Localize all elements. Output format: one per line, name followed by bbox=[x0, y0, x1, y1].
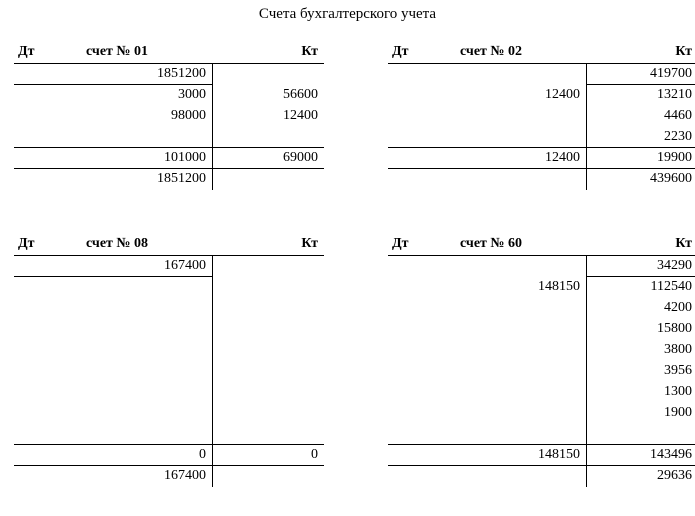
turnover-credit: 69000 bbox=[283, 150, 318, 165]
entry-debit bbox=[14, 382, 206, 402]
opening-debit: 1851200 bbox=[157, 66, 206, 81]
debit-label: Дт bbox=[18, 44, 35, 59]
closing-credit bbox=[216, 169, 318, 189]
entry-credit bbox=[216, 382, 318, 402]
credit-label: Кт bbox=[301, 44, 318, 59]
entry-debit bbox=[14, 424, 206, 444]
entry-credit bbox=[216, 403, 318, 423]
turnover-credit: 0 bbox=[311, 447, 318, 462]
entry-debit bbox=[14, 319, 206, 339]
entry-credit bbox=[590, 424, 692, 444]
closing-credit: 439600 bbox=[650, 171, 692, 186]
entry-credit: 56600 bbox=[283, 87, 318, 102]
entry-debit bbox=[388, 319, 580, 339]
entry-credit: 1900 bbox=[664, 405, 692, 420]
opening-credit bbox=[216, 64, 318, 84]
account-name: счет № 08 bbox=[86, 236, 148, 251]
opening-debit bbox=[388, 256, 580, 276]
closing-debit: 167400 bbox=[164, 468, 206, 483]
entry-credit: 13210 bbox=[657, 87, 692, 102]
entry-debit bbox=[388, 298, 580, 318]
entry-debit bbox=[388, 127, 580, 147]
turnover-debit: 148150 bbox=[538, 447, 580, 462]
account-name: счет № 60 bbox=[460, 236, 522, 251]
entry-credit: 15800 bbox=[657, 321, 692, 336]
debit-label: Дт bbox=[392, 236, 409, 251]
closing-debit: 1851200 bbox=[157, 171, 206, 186]
credit-label: Кт bbox=[301, 236, 318, 251]
entry-credit: 3800 bbox=[664, 342, 692, 357]
entry-debit bbox=[388, 106, 580, 126]
credit-label: Кт bbox=[675, 236, 692, 251]
entry-credit: 3956 bbox=[664, 363, 692, 378]
closing-debit bbox=[388, 466, 580, 486]
entry-credit: 1300 bbox=[664, 384, 692, 399]
entry-credit bbox=[216, 424, 318, 444]
debit-label: Дт bbox=[392, 44, 409, 59]
entry-credit bbox=[216, 319, 318, 339]
turnover-credit: 143496 bbox=[650, 447, 692, 462]
turnover-debit: 101000 bbox=[164, 150, 206, 165]
entry-debit bbox=[14, 277, 206, 297]
entry-debit: 98000 bbox=[171, 108, 206, 123]
debit-label: Дт bbox=[18, 236, 35, 251]
closing-debit bbox=[388, 169, 580, 189]
account-header bbox=[14, 44, 324, 62]
entry-credit bbox=[216, 127, 318, 147]
entry-credit: 2230 bbox=[664, 129, 692, 144]
entry-debit bbox=[14, 361, 206, 381]
entry-credit bbox=[216, 298, 318, 318]
entry-credit: 112540 bbox=[650, 279, 692, 294]
credit-label: Кт bbox=[675, 44, 692, 59]
account-name: счет № 02 bbox=[460, 44, 522, 59]
entry-debit: 3000 bbox=[178, 87, 206, 102]
account-divider bbox=[212, 255, 213, 487]
account-divider bbox=[586, 255, 587, 487]
account-name: счет № 01 bbox=[86, 44, 148, 59]
entry-debit bbox=[14, 340, 206, 360]
account-header bbox=[14, 236, 324, 254]
entry-credit: 4200 bbox=[664, 300, 692, 315]
entry-debit bbox=[14, 298, 206, 318]
entry-debit bbox=[388, 403, 580, 423]
entry-debit bbox=[14, 403, 206, 423]
account-divider bbox=[586, 63, 587, 190]
entry-debit: 148150 bbox=[538, 279, 580, 294]
entry-debit bbox=[388, 382, 580, 402]
entry-credit: 12400 bbox=[283, 108, 318, 123]
turnover-credit: 19900 bbox=[657, 150, 692, 165]
page-title: Счета бухгалтерского учета bbox=[258, 6, 437, 22]
entry-debit bbox=[388, 361, 580, 381]
entry-debit bbox=[14, 127, 206, 147]
account-header bbox=[388, 236, 695, 254]
entry-credit bbox=[216, 340, 318, 360]
opening-debit bbox=[388, 64, 580, 84]
entry-debit bbox=[388, 340, 580, 360]
opening-credit: 419700 bbox=[650, 66, 692, 81]
entry-credit bbox=[216, 277, 318, 297]
account-divider bbox=[212, 63, 213, 190]
closing-credit: 29636 bbox=[657, 468, 692, 483]
entry-credit bbox=[216, 361, 318, 381]
opening-credit: 34290 bbox=[657, 258, 692, 273]
closing-credit bbox=[216, 466, 318, 486]
turnover-debit: 12400 bbox=[545, 150, 580, 165]
turnover-debit: 0 bbox=[199, 447, 206, 462]
entry-debit: 12400 bbox=[545, 87, 580, 102]
account-header bbox=[388, 44, 695, 62]
entry-debit bbox=[388, 424, 580, 444]
opening-credit bbox=[216, 256, 318, 276]
opening-debit: 167400 bbox=[164, 258, 206, 273]
entry-credit: 4460 bbox=[664, 108, 692, 123]
